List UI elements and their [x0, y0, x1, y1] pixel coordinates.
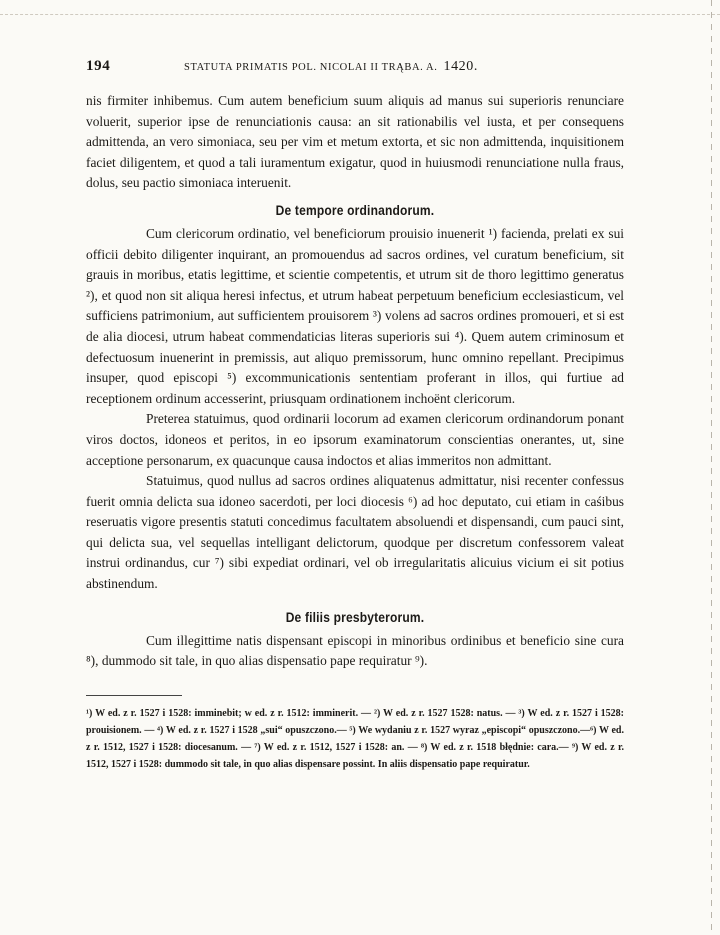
- paragraph-ordination: Cum clericorum ordinatio, vel beneficiorum prouisio inuenerit ¹) facienda, prelati ex sui officii debito diligenter inquirant, an promouendus ad sacros ordines, vel curatum beneficium, sit grauis in moribus, etatis legittime, et scientie competentis, et utrum sit de thoro legittimo generatus ²), et quod non sit aliqua heresi infectus, et utrum habeat perpetuum beneficium ecclesiasticum, vel sufficiens patrimonium, aut sufficientem prouisorem ³) volens ad sacros ordines promoueri, et si est de alia diocesi, utrum habeat commendaticias literas superioris sui ⁴). Quem autem criminosum et defectuosum inuenerint in premissis, aut aliquo premissorum, hunc omnino repellant. Precipimus insuper, quod episcopi ⁵) excommunicationis sententiam proferant in illos, qui furtiue ad receptionem ordinum accesserint, priusquam ordinationem inchoënt clericorum.: [86, 225, 624, 406]
- scan-edge-right: [711, 0, 712, 935]
- section-heading-ordination: De tempore ordinandorum.: [275, 201, 435, 218]
- paragraph-confession: Statuimus, quod nullus ad sacros ordines aliquatenus admittatur, nisi recenter confessus fuerit omnia delicta sua idoneo sacerdoti, per loci diocesis ⁶) ad hoc deputato, cui etiam in caśibus reseruatis vigore presentis statuti concedimus facultatem absoluendi et dispensandi, cum pauci sint, qui delicta sua, vel sequellas intelligant delictorum, quodque per discretum confessorem valeat instrui ordinandus, cur ⁷) sibi expediat ordinari, vel ob irregularitatis alicuius vicium ei sit potius abstinendum.: [86, 473, 624, 592]
- paragraph-renunciation: nis firmiter inhibemus. Cum autem beneficium suum aliquis ad manus sui superioris renunciare voluerit, superior ipse de renunciationis causa: an sit rationabilis vel iusta, et per consequens admittenda, an vero simoniaca, seu per vim et metum extorta, et sic non admittenda, inquisitionem faciet diligentem, et quod a tali iuramentum exigatur, quod in huiusmodi renunciatione nulla fraus, dolus, seu pactio simoniaca interuenit.: [86, 93, 624, 191]
- paragraph-illegitimate: Cum illegittime natis dispensant episcopi in minoribus ordinibus et beneficio sine cura ⁸), dummodo sit tale, in quo alias dispensatio pape requiratur ⁹).: [86, 632, 624, 669]
- section-heading-sons-of-priests: De filiis presbyterorum.: [285, 608, 425, 625]
- paragraph-examiners: Preterea statuimus, quod ordinarii locorum ad examen clericorum ordinandorum ponant viros doctos, idoneos et peritos, in eo ipsorum examinatorum conscientias onerantes, ut, sine acceptione personarum, ex quacunque causa indoctos et alias immeritos non admittant.: [86, 411, 624, 468]
- footnote-rule: [86, 695, 182, 696]
- running-head: [86, 58, 624, 75]
- page-number: 194: [86, 58, 111, 74]
- running-title: STATUTA PRIMATIS POL. NICOLAI II TRĄBA. A.: [184, 62, 438, 73]
- footnotes: ¹) W ed. z r. 1527 i 1528: imminebit; w ed. z r. 1512: imminerit. — ²) W ed. z r. 1527 1528: natus. — ³) W ed. z r. 1527 i 1528: prouisionem. — ⁴) W ed. z r. 1527 i 1528 „sui“ opuszczono.— ⁵) We wydaniu z r. 1527 wyraz „episcopi“ opuszczono.—⁶) W ed. z r. 1512, 1527 i 1528: diocesanum. — ⁷) W ed. z r. 1512, 1527 i 1528: an. — ⁸) W ed. z r. 1518 błędnie: cara.— ⁹) W ed. z r. 1512, 1527 i 1528: dummodo sit tale, in quo alias dispensare possint. In aliis dispensatio pape requiratur.: [86, 707, 624, 770]
- scan-edge-top: [0, 0, 720, 15]
- running-year: 1420.: [443, 59, 478, 74]
- book-page: [86, 58, 624, 773]
